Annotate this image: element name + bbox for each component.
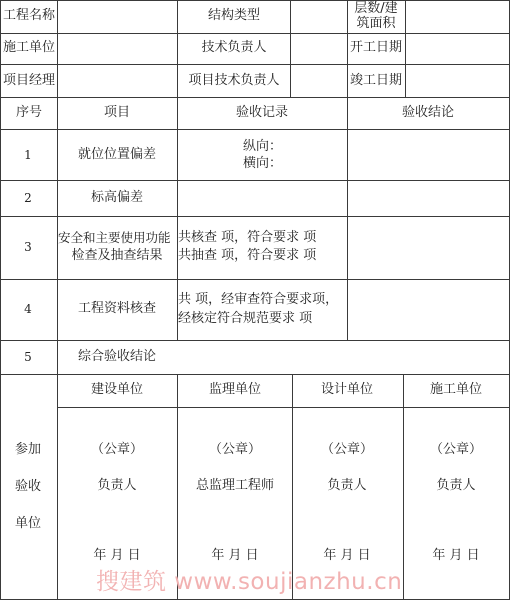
start-date-label: 开工日期 <box>349 40 403 55</box>
participants-label-line3: 单位 <box>14 516 42 531</box>
column-header-conclusion: 验收结论 <box>401 105 455 120</box>
unit-2-role: 总监理工程师 <box>195 478 275 493</box>
row-1-record-transverse: 横向： <box>243 156 283 171</box>
column-header-record: 验收记录 <box>235 105 289 120</box>
unit-3-date: 年 月 日 <box>323 548 371 563</box>
project-tech-lead-label: 项目技术负责人 <box>188 73 280 88</box>
unit-1-name: 建设单位 <box>90 382 144 397</box>
row-1-item: 就位位置偏差 <box>77 147 157 162</box>
row-2-item: 标高偏差 <box>90 190 144 205</box>
structure-type-label: 结构类型 <box>207 8 261 23</box>
project-manager-label: 项目经理 <box>3 73 56 88</box>
floors-area-label-line1: 层数/建 <box>354 1 398 16</box>
construction-unit-label: 施工单位 <box>3 40 56 55</box>
row-2-number: 2 <box>24 191 32 205</box>
row-3-record-checked: 共核查 项，符合要求 项 <box>178 230 317 245</box>
row-4-record-reviewed: 共 项，经审查符合要求项， <box>178 292 339 307</box>
row-4-item: 工程资料核查 <box>77 301 157 316</box>
column-header-item: 项目 <box>103 105 131 120</box>
participants-label-line2: 验收 <box>14 479 42 494</box>
unit-2-name: 监理单位 <box>208 382 262 397</box>
participants-label-line1: 参加 <box>14 442 42 457</box>
row-5-number: 5 <box>24 350 32 364</box>
row-3-record-sampled: 共抽查 项，符合要求 项 <box>178 248 317 263</box>
unit-4-role: 负责人 <box>436 478 476 493</box>
column-header-seq: 序号 <box>15 105 43 120</box>
watermark-text: 搜建筑 www.soujianzhu.cn <box>96 569 403 595</box>
unit-3-name: 设计单位 <box>320 382 374 397</box>
row-4-number: 4 <box>24 302 32 316</box>
unit-1-seal: （公章） <box>90 442 144 457</box>
unit-3-role: 负责人 <box>327 478 367 493</box>
unit-4-date: 年 月 日 <box>432 548 480 563</box>
row-3-item-line2: 检查及抽查结果 <box>71 248 163 263</box>
unit-2-seal: （公章） <box>208 442 262 457</box>
unit-4-seal: （公章） <box>429 442 483 457</box>
row-3-number: 3 <box>24 240 32 254</box>
row-1-number: 1 <box>24 148 32 162</box>
unit-4-name: 施工单位 <box>429 382 483 397</box>
row-5-item: 综合验收结论 <box>77 349 157 364</box>
row-1-record-longitudinal: 纵向： <box>243 139 283 154</box>
unit-1-role: 负责人 <box>97 478 137 493</box>
unit-2-date: 年 月 日 <box>211 548 259 563</box>
floors-area-label-line2: 筑面积 <box>356 16 396 31</box>
unit-1-date: 年 月 日 <box>93 548 141 563</box>
row-4-record-verified: 经核定符合规范要求 项 <box>178 311 313 326</box>
row-3-item-line1: 安全和主要使用功能 <box>58 230 171 245</box>
project-name-label: 工程名称 <box>3 8 56 23</box>
completion-date-label: 竣工日期 <box>349 73 403 88</box>
unit-3-seal: （公章） <box>320 442 374 457</box>
tech-lead-label: 技术负责人 <box>201 40 267 55</box>
